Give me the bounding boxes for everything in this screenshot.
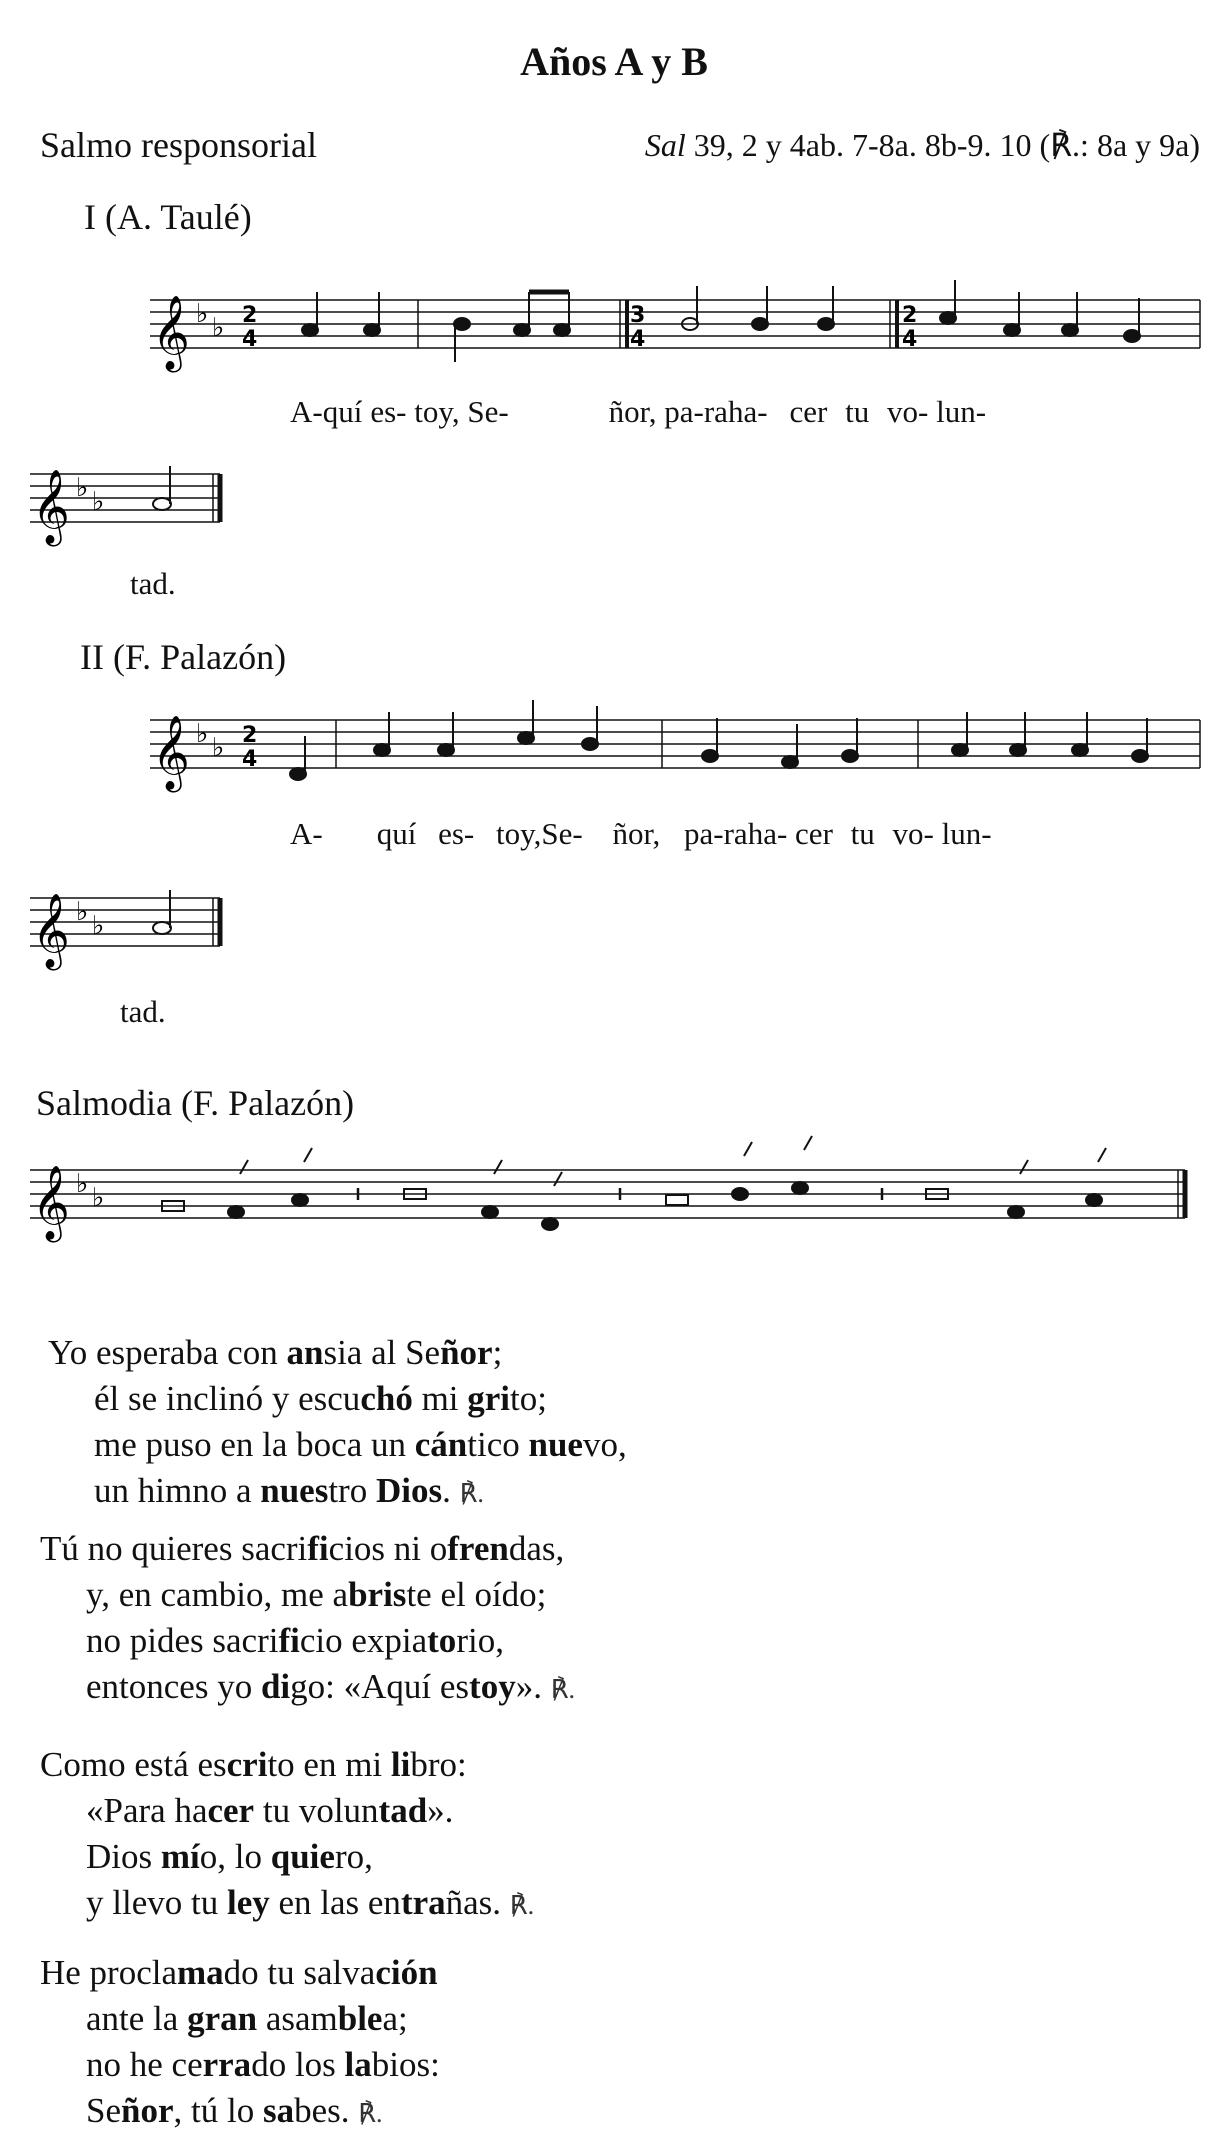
svg-text:4: 4 xyxy=(242,327,258,352)
text-segment: bes. xyxy=(294,2091,359,2130)
text-segment: He procla xyxy=(40,1953,178,1992)
syllable: Se- xyxy=(541,816,583,851)
text-segment: vo, xyxy=(582,1425,627,1464)
stressed-syllable: toy xyxy=(469,1667,516,1706)
text-segment: mi xyxy=(412,1379,468,1418)
syllable: pa-ra xyxy=(684,816,748,851)
stressed-syllable: ley xyxy=(226,1883,270,1922)
svg-text:4: 4 xyxy=(630,327,646,352)
text-segment: Se xyxy=(86,2091,121,2130)
stressed-syllable: cer xyxy=(207,1791,255,1830)
scripture-reference xyxy=(645,126,1200,164)
text-segment: asam xyxy=(257,1999,338,2038)
text-segment: do los xyxy=(251,2045,345,2084)
svg-text:𝄞: 𝄞 xyxy=(32,894,70,968)
stressed-syllable: ñor xyxy=(121,2091,174,2130)
stressed-syllable: nue xyxy=(528,1425,583,1464)
melody-one-lyrics-b: tad. xyxy=(130,566,176,601)
music-staff-svg xyxy=(150,280,1210,380)
syllable: vo- xyxy=(887,394,929,429)
text-segment: entonces yo xyxy=(86,1667,261,1706)
syllable: ha- xyxy=(727,394,768,429)
syllable: tu xyxy=(845,394,870,429)
syllable: cer xyxy=(789,394,828,429)
stanza-3 xyxy=(40,1742,534,1929)
stanza-2 xyxy=(40,1526,575,1713)
stanza-1 xyxy=(48,1330,627,1517)
melody-two-lyrics-b: tad. xyxy=(120,994,166,1029)
syllable: Se- xyxy=(467,394,509,429)
stanza-line xyxy=(40,1664,575,1713)
syllable: A-quí xyxy=(290,394,363,429)
stressed-syllable: nues xyxy=(260,1471,329,1510)
text-segment: rio, xyxy=(456,1621,504,1660)
svg-text:♭: ♭ xyxy=(76,473,89,503)
svg-text:2: 2 xyxy=(242,303,258,328)
syllable: ñor, xyxy=(612,816,661,851)
text-segment: en las en xyxy=(269,1883,401,1922)
salmodia-heading: Salmodia (F. Palazón) xyxy=(36,1083,355,1123)
text-segment: y llevo tu xyxy=(86,1883,227,1922)
stressed-syllable: gri xyxy=(467,1379,511,1418)
syllable: vo- xyxy=(892,816,934,851)
stanza-line xyxy=(40,1950,440,1996)
salmo-responsorial-label: Salmo responsorial xyxy=(40,125,317,165)
text-segment: tu volun xyxy=(254,1791,379,1830)
text-segment: te el oído; xyxy=(406,1575,547,1614)
salmodia-staff xyxy=(30,1150,1190,1265)
syllable: toy, xyxy=(496,816,542,851)
stanza-line xyxy=(48,1468,627,1517)
stressed-syllable: fi xyxy=(307,1529,329,1568)
stanza-line xyxy=(40,1834,534,1880)
text-segment: ; xyxy=(492,1333,503,1372)
stressed-syllable: ma xyxy=(177,1953,224,1992)
reference-abbreviation: Sal xyxy=(644,127,686,163)
svg-text:3: 3 xyxy=(630,303,646,328)
text-segment: Dios xyxy=(86,1837,161,1876)
syllable: quí xyxy=(376,816,417,851)
svg-text:♭: ♭ xyxy=(212,313,225,343)
page-title: Años A y B xyxy=(520,39,708,84)
stressed-syllable: gran xyxy=(187,1999,258,2038)
stressed-syllable: fren xyxy=(447,1529,509,1568)
text-segment: me puso en la boca un xyxy=(94,1425,415,1464)
syllable: A- xyxy=(290,816,323,851)
stressed-syllable: la xyxy=(344,2045,372,2084)
syllable: es- xyxy=(438,816,475,851)
text-segment: ante la xyxy=(86,1999,188,2038)
text-segment: ». xyxy=(515,1667,551,1706)
text-segment: un himno a xyxy=(94,1471,261,1510)
stanza-line xyxy=(40,2042,440,2088)
stanza-4 xyxy=(40,1950,440,2137)
stanza-line xyxy=(40,1996,440,2042)
svg-text:♭: ♭ xyxy=(92,487,105,517)
text-segment: Yo esperaba con xyxy=(48,1333,287,1372)
text-segment: to; xyxy=(510,1379,547,1418)
text-segment: tico xyxy=(467,1425,529,1464)
stressed-syllable: fi xyxy=(278,1621,300,1660)
stressed-syllable: mí xyxy=(160,1837,200,1876)
text-segment: Tú no quieres sacri xyxy=(40,1529,308,1568)
response-sign: ℟. xyxy=(459,1479,484,1508)
syllable: lun- xyxy=(941,816,992,851)
text-segment: o, lo xyxy=(199,1837,271,1876)
svg-text:♭: ♭ xyxy=(92,1183,105,1213)
text-segment: ñas. xyxy=(445,1883,510,1922)
stanza-line xyxy=(40,1618,575,1664)
svg-text:𝄞: 𝄞 xyxy=(32,470,70,544)
text-segment: y, en cambio, me a xyxy=(86,1575,349,1614)
stressed-syllable: Dios xyxy=(375,1471,443,1510)
svg-text:♭: ♭ xyxy=(196,299,209,329)
svg-text:♭: ♭ xyxy=(92,911,105,941)
text-segment: no he ce xyxy=(86,2045,203,2084)
svg-text:𝄞: 𝄞 xyxy=(152,716,190,790)
stressed-syllable: cri xyxy=(226,1745,268,1784)
text-segment: go: «Aquí es xyxy=(290,1667,470,1706)
stressed-syllable: an xyxy=(286,1333,324,1372)
text-segment: , tú lo xyxy=(173,2091,263,2130)
stanza-line xyxy=(40,2088,440,2137)
stressed-syllable: sa xyxy=(262,2091,295,2130)
stressed-syllable: chó xyxy=(360,1379,413,1418)
text-segment: cio expia xyxy=(299,1621,428,1660)
text-segment: bro: xyxy=(410,1745,467,1784)
stressed-syllable: rra xyxy=(202,2045,252,2084)
svg-text:♭: ♭ xyxy=(196,719,209,749)
stressed-syllable: tad xyxy=(378,1791,428,1830)
text-segment: das, xyxy=(508,1529,565,1568)
svg-text:4: 4 xyxy=(902,327,918,352)
svg-text:4: 4 xyxy=(242,747,258,772)
syllable: lun- xyxy=(936,394,987,429)
stanza-line xyxy=(48,1422,627,1468)
syllable: tu xyxy=(850,816,875,851)
text-segment: «Para ha xyxy=(86,1791,208,1830)
text-segment: to en mi xyxy=(267,1745,391,1784)
melody-one-staff-b xyxy=(30,454,230,559)
text-segment: tro xyxy=(328,1471,376,1510)
music-staff-svg xyxy=(30,1150,1190,1260)
syllable: es- xyxy=(370,394,407,429)
stressed-syllable: tra xyxy=(400,1883,446,1922)
syllable: cer xyxy=(795,816,833,851)
svg-text:2: 2 xyxy=(902,303,918,328)
stressed-syllable: ción xyxy=(375,1953,438,1992)
stressed-syllable: li xyxy=(390,1745,411,1784)
stanza-line xyxy=(40,1526,575,1572)
svg-text:𝄞: 𝄞 xyxy=(152,296,190,370)
response-sign: ℟. xyxy=(550,1675,575,1704)
text-segment: a; xyxy=(382,1999,408,2038)
svg-text:𝄞: 𝄞 xyxy=(32,1166,70,1240)
stressed-syllable: ñor xyxy=(440,1333,493,1372)
svg-text:♭: ♭ xyxy=(76,1169,89,1199)
text-segment: ro, xyxy=(334,1837,373,1876)
melody-one-staff-a xyxy=(150,280,1210,385)
stressed-syllable: bris xyxy=(348,1575,407,1614)
syllable: ñor, xyxy=(608,394,657,429)
melody-two-heading: II (F. Palazón) xyxy=(80,637,287,677)
text-segment: do tu salva xyxy=(223,1953,376,1992)
text-segment: ». xyxy=(427,1791,454,1830)
text-segment: sia al Se xyxy=(323,1333,441,1372)
melody-one-heading: I (A. Taulé) xyxy=(84,197,252,237)
svg-text:♭: ♭ xyxy=(76,897,89,927)
stanza-line xyxy=(40,1742,534,1788)
svg-text:♭: ♭ xyxy=(212,733,225,763)
melody-two-staff-b xyxy=(30,878,230,983)
stressed-syllable: to xyxy=(427,1621,457,1660)
stanza-line xyxy=(48,1330,627,1376)
text-segment: cios ni o xyxy=(328,1529,448,1568)
music-staff-svg xyxy=(150,700,1210,810)
syllable: toy, xyxy=(414,394,460,429)
response-sign: ℟. xyxy=(509,1891,535,1920)
stanza-line xyxy=(40,1880,534,1929)
text-segment: Como está es xyxy=(40,1745,227,1784)
melody-two-lyrics-a xyxy=(290,816,992,852)
svg-text:2: 2 xyxy=(242,723,258,748)
melody-two-staff-a xyxy=(150,700,1210,815)
stanza-line xyxy=(48,1376,627,1422)
text-segment: bios: xyxy=(371,2045,440,2084)
stanza-line xyxy=(40,1788,534,1834)
stressed-syllable: ble xyxy=(337,1999,383,2038)
text-segment: él se inclinó y escu xyxy=(94,1379,361,1418)
text-segment: . xyxy=(442,1471,460,1510)
music-staff-svg xyxy=(30,454,230,554)
music-staff-svg xyxy=(30,878,230,978)
stressed-syllable: di xyxy=(260,1667,291,1706)
text-segment: no pides sacri xyxy=(86,1621,279,1660)
stressed-syllable: cán xyxy=(414,1425,468,1464)
stressed-syllable: quie xyxy=(270,1837,335,1876)
response-sign: ℟. xyxy=(358,2099,383,2128)
melody-one-lyrics-a xyxy=(290,394,986,430)
syllable: pa-ra xyxy=(664,394,728,429)
stanza-line xyxy=(40,1572,575,1618)
syllable: ha- xyxy=(747,816,788,851)
reference-text: 39, 2 y 4ab. 7-8a. 8b-9. 10 (℟.: 8a y 9a) xyxy=(685,127,1200,163)
